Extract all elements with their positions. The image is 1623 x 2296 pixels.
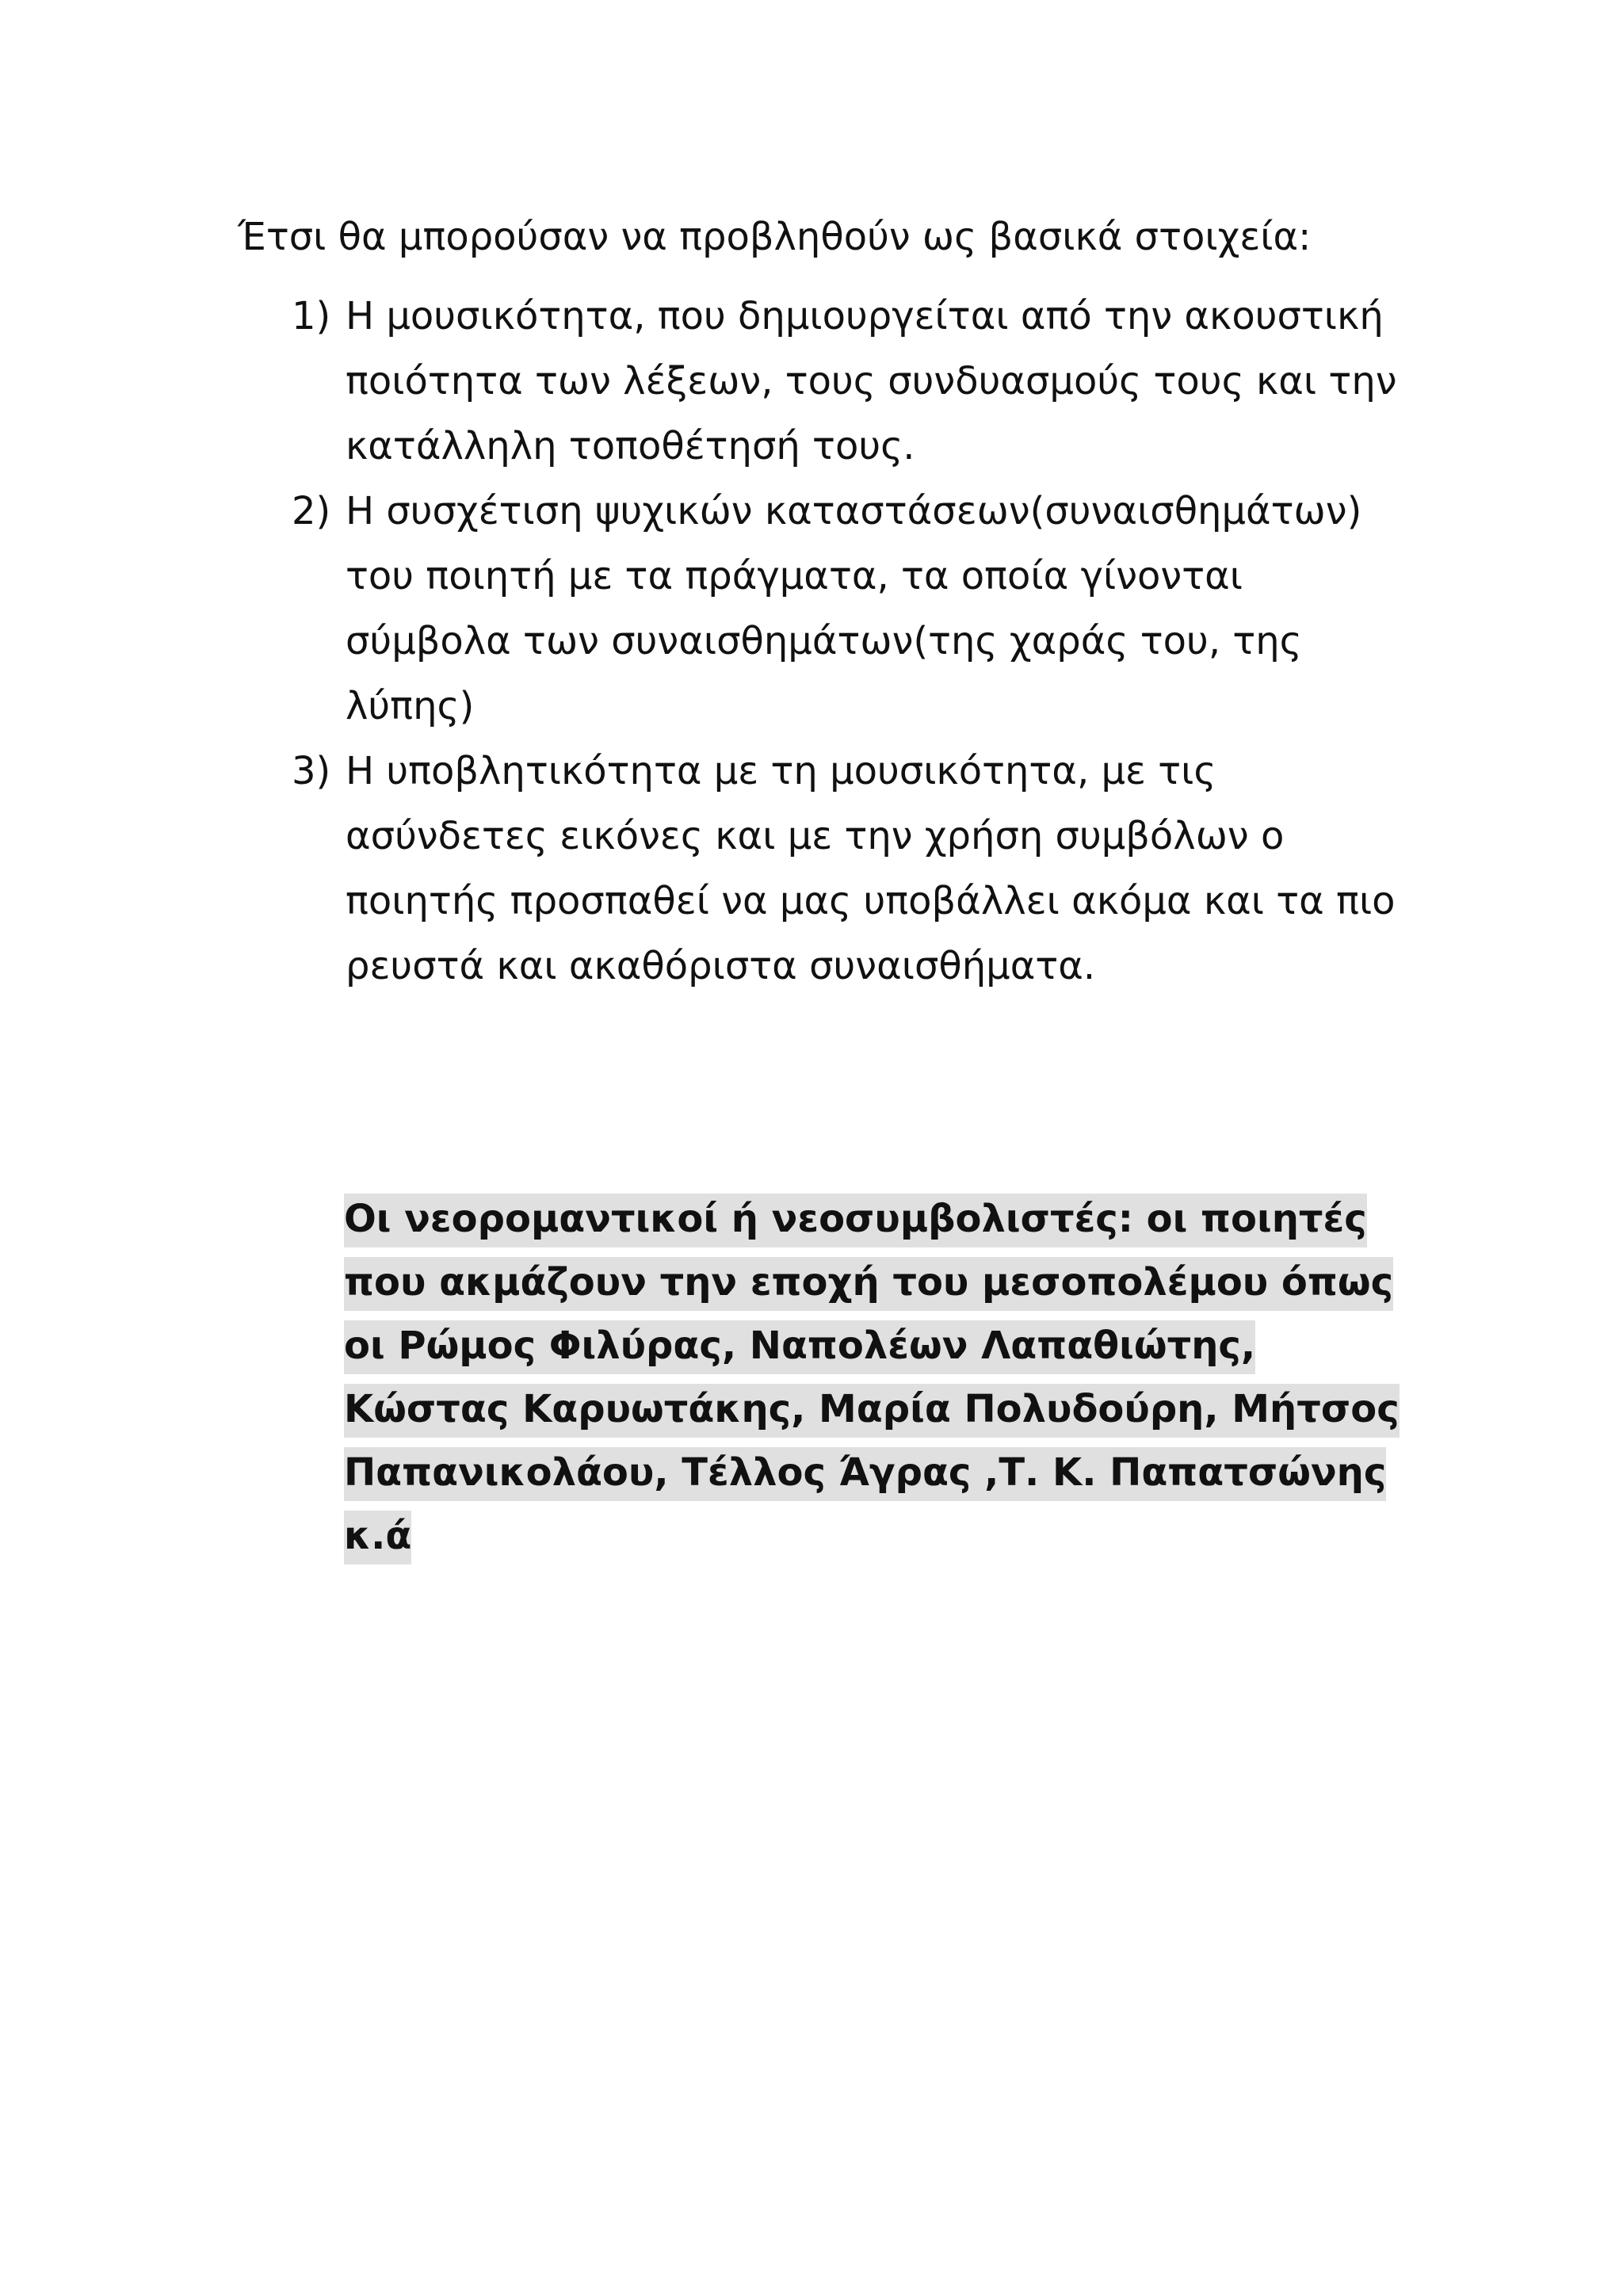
list-item (292, 284, 1401, 479)
list-item-number: 1) (292, 294, 331, 338)
list-item-number: 3) (292, 749, 331, 793)
list-item (292, 739, 1401, 999)
list-item (292, 479, 1401, 739)
list-item-text: Η υποβλητικότητα με τη μουσικότητα, με τις ασύνδετες εικόνες και με την χρήση συμβόλων ο ποιητής προσπαθεί να μας υποβάλλει ακόμα και τα πιο ρευστά και ακαθόριστα συναισθήματα. (346, 749, 1396, 988)
intro-paragraph: Έτσι θα μπορούσαν να προβληθούν ως βασικά στοιχεία: (238, 215, 1312, 259)
highlighted-note (344, 1187, 1406, 1568)
list-item-number: 2) (292, 489, 331, 533)
list-item-text: Η συσχέτιση ψυχικών καταστάσεων(συναισθημάτων) του ποιητή με τα πράγματα, τα οποία γίνονται σύμβολα των συναισθημάτων(της χαράς του, της λύπης) (346, 489, 1362, 728)
numbered-list (292, 284, 1401, 999)
list-item-text: Η μουσικότητα, που δημιουργείται από την ακουστική ποιότητα των λέξεων, τους συνδυασμούς τους και την κατάλληλη τοποθέτησή τους. (346, 294, 1397, 468)
highlighted-note-text: Οι νεορομαντικοί ή νεοσυμβολιστές: οι ποιητές που ακμάζουν την εποχή του μεσοπολέμου όπως οι Ρώμος Φιλύρας, Ναπολέων Λαπαθιώτης, Κώστας Καρυωτάκης, Μαρία Πολυδούρη, Μήτσος Παπανικολάου, Τέλλος Άγρας ,Τ. Κ. Παπατσώνης κ.ά (344, 1194, 1400, 1564)
